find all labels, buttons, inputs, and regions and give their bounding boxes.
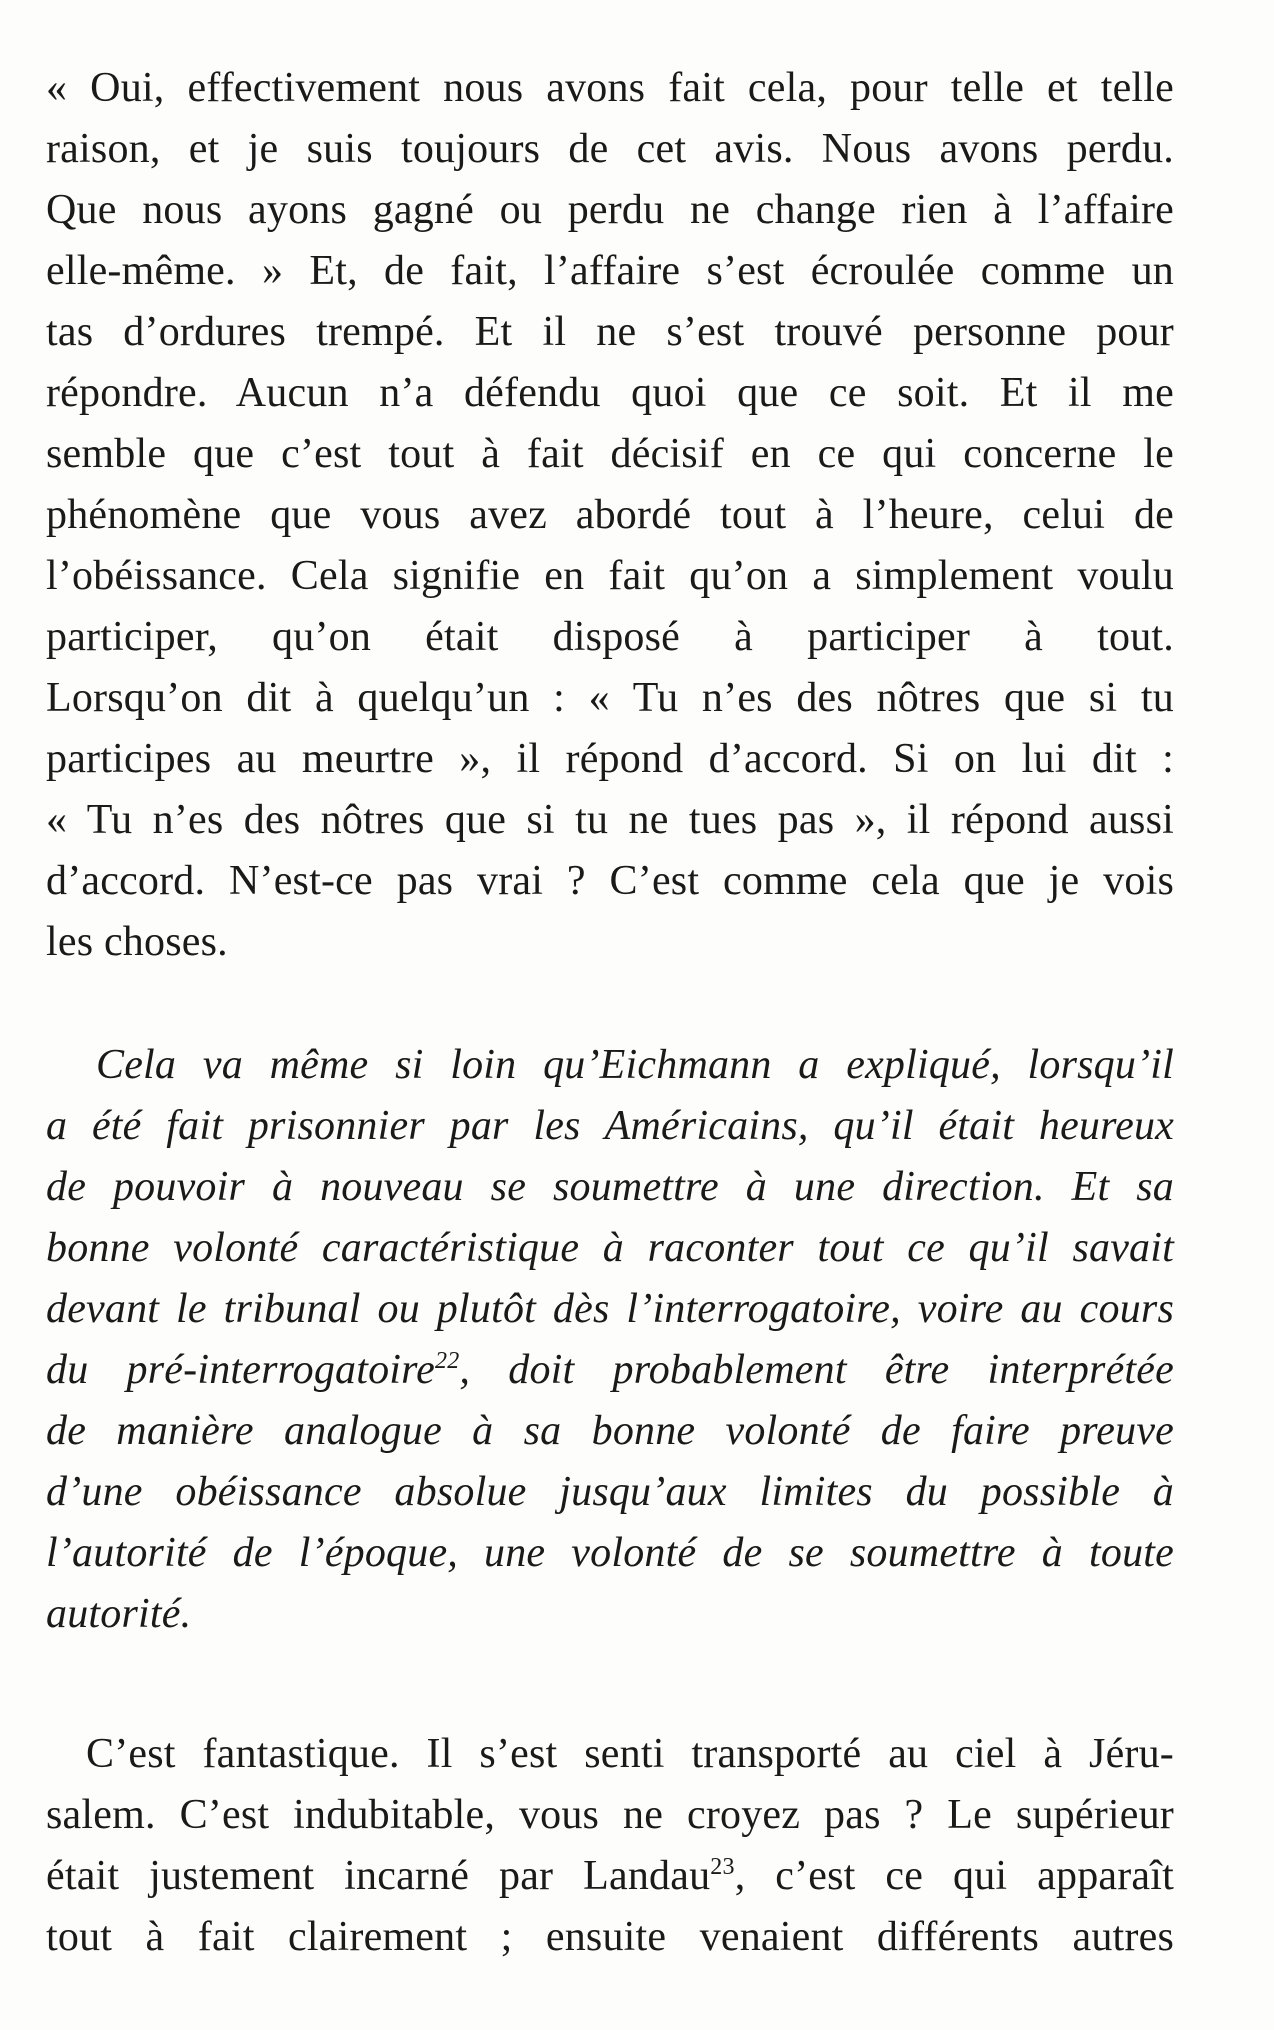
text-line: C’est fantastique. Il s’est senti transporté au ciel à Jéru-	[86, 1731, 1174, 1777]
text-line: « Oui, effectivement nous avons fait cela, pour telle et telle	[46, 65, 1174, 111]
text-line: Que nous ayons gagné ou perdu ne change rien à l’affaire	[46, 187, 1174, 233]
text-line: d’accord. N’est-ce pas vrai ? C’est comme cela que je vois	[46, 858, 1174, 904]
text-line: de pouvoir à nouveau se soumettre à une direction. Et sa	[46, 1164, 1174, 1210]
footnote-marker: 23	[710, 1854, 735, 1880]
text-segment: était justement incarné par Landau	[46, 1853, 711, 1899]
text-line: participer, qu’on était disposé à participer à tout.	[46, 614, 1174, 660]
text-line: tas d’ordures trempé. Et il ne s’est trouvé personne pour	[46, 309, 1174, 355]
paragraph-interviewer-question	[46, 1035, 1174, 1645]
text-line: devant le tribunal ou plutôt dès l’interrogatoire, voire au cours	[46, 1286, 1174, 1332]
text-line: les choses.	[46, 919, 228, 965]
text-line: l’autorité de l’époque, une volonté de se soumettre à toute	[46, 1530, 1174, 1576]
text-line: l’obéissance. Cela signifie en fait qu’on a simplement voulu	[46, 553, 1174, 599]
text-line-with-footnote	[46, 1846, 1174, 1907]
paragraph-quote-response	[46, 58, 1174, 973]
text-line: raison, et je suis toujours de cet avis. Nous avons perdu.	[46, 126, 1174, 172]
text-line: salem. C’est indubitable, vous ne croyez pas ? Le supérieur	[46, 1792, 1174, 1838]
text-segment: du pré-interrogatoire	[46, 1347, 435, 1393]
text-line: de manière analogue à sa bonne volonté de faire preuve	[46, 1408, 1174, 1454]
text-line: tout à fait clairement ; ensuite venaient différents autres	[46, 1914, 1174, 1960]
text-line: autorité.	[46, 1591, 192, 1637]
text-line: phénomène que vous avez abordé tout à l’heure, celui de	[46, 492, 1174, 538]
text-line: « Tu n’es des nôtres que si tu ne tues pas », il répond aussi	[46, 797, 1174, 843]
text-line: d’une obéissance absolue jusqu’aux limites du possible à	[46, 1469, 1174, 1515]
text-line: semble que c’est tout à fait décisif en ce qui concerne le	[46, 431, 1174, 477]
text-segment: , c’est ce qui apparaît	[734, 1853, 1174, 1899]
footnote-marker: 22	[435, 1348, 460, 1374]
text-line: participes au meurtre », il répond d’accord. Si on lui dit :	[46, 736, 1174, 782]
paragraph-response	[46, 1724, 1174, 1968]
text-segment: , doit probablement être interprétée	[459, 1347, 1174, 1393]
text-line: elle-même. » Et, de fait, l’affaire s’est écroulée comme un	[46, 248, 1174, 294]
text-line: répondre. Aucun n’a défendu quoi que ce soit. Et il me	[46, 370, 1174, 416]
text-line: bonne volonté caractéristique à raconter tout ce qu’il savait	[46, 1225, 1174, 1271]
text-line: a été fait prisonnier par les Américains, qu’il était heureux	[46, 1103, 1174, 1149]
text-line: Lorsqu’on dit à quelqu’un : « Tu n’es des nôtres que si tu	[46, 675, 1174, 721]
text-line-with-footnote	[46, 1340, 1174, 1401]
text-line: Cela va même si loin qu’Eichmann a expliqué, lorsqu’il	[96, 1042, 1174, 1088]
